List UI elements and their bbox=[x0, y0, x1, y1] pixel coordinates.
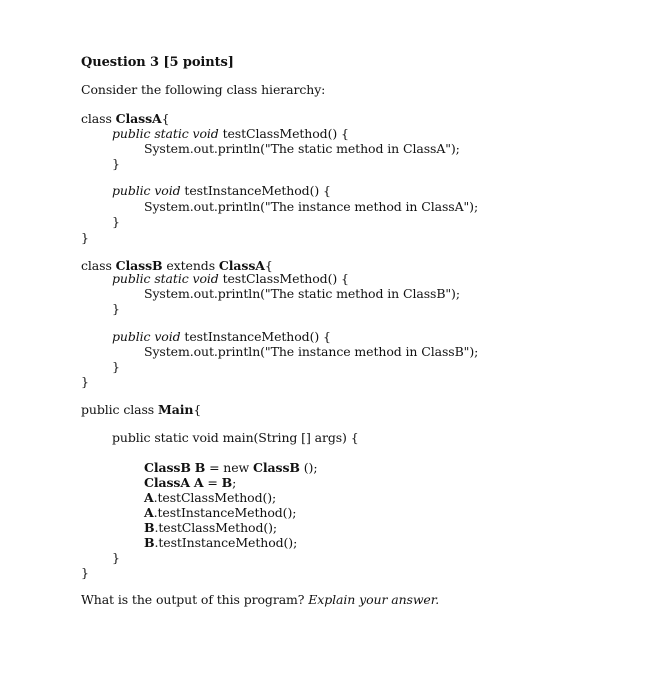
open-brace: { bbox=[193, 402, 202, 417]
obj: A bbox=[144, 505, 154, 520]
parent-name: ClassA bbox=[218, 258, 265, 273]
var: A bbox=[193, 475, 204, 490]
modifiers: public void bbox=[112, 329, 181, 344]
extends-keyword: extends bbox=[166, 258, 216, 273]
close-brace: } bbox=[112, 156, 120, 171]
stmt-call-2 bbox=[144, 505, 296, 521]
obj: B bbox=[144, 535, 155, 550]
classa-header bbox=[81, 111, 170, 127]
method-name: testInstanceMethod() { bbox=[184, 183, 331, 198]
close-brace: } bbox=[81, 374, 89, 389]
modifiers: public void bbox=[112, 183, 181, 198]
question-title: Question 3 [5 points] bbox=[81, 55, 234, 70]
type: ClassA bbox=[144, 475, 190, 490]
class-keyword: class bbox=[81, 111, 112, 126]
close-brace: } bbox=[112, 359, 120, 374]
method-name: testInstanceMethod() { bbox=[184, 329, 331, 344]
call: .testInstanceMethod(); bbox=[154, 535, 298, 550]
classb-instance-method-body: System.out.println("The instance method in ClassB"); bbox=[144, 344, 479, 359]
question-prompt bbox=[81, 592, 439, 608]
classa-name: ClassA bbox=[115, 111, 162, 126]
class-keyword: public class bbox=[81, 402, 155, 417]
class-keyword: class bbox=[81, 258, 112, 273]
classb-name: ClassB bbox=[115, 258, 163, 273]
close-brace: } bbox=[112, 301, 120, 316]
end: ; bbox=[232, 475, 237, 490]
stmt-call-1 bbox=[144, 490, 276, 506]
call: .testInstanceMethod(); bbox=[153, 505, 297, 520]
type: ClassB bbox=[144, 460, 191, 475]
var: B bbox=[194, 460, 206, 475]
stmt-declare-b bbox=[144, 460, 317, 476]
classa-static-method-body: System.out.println("The static method in ClassA"); bbox=[144, 141, 460, 156]
modifiers: public static void bbox=[112, 126, 219, 141]
classa-static-method-sig bbox=[112, 126, 349, 142]
prompt-plain: What is the output of this program? bbox=[81, 592, 305, 607]
close-brace: } bbox=[81, 565, 89, 580]
method-name: testClassMethod() { bbox=[222, 271, 349, 286]
open-brace: { bbox=[264, 258, 273, 273]
open-brace: { bbox=[161, 111, 170, 126]
obj: B bbox=[144, 520, 155, 535]
classb-instance-method-sig bbox=[112, 329, 331, 345]
classa-instance-method-sig bbox=[112, 183, 331, 199]
assign: = bbox=[207, 475, 218, 490]
prompt-italic: Explain your answer. bbox=[308, 592, 440, 607]
classa-instance-method-body: System.out.println("The instance method in ClassA"); bbox=[144, 199, 479, 214]
stmt-call-3 bbox=[144, 520, 277, 536]
obj: A bbox=[144, 490, 154, 505]
assign: = new bbox=[209, 460, 250, 475]
stmt-declare-a bbox=[144, 475, 236, 491]
close-brace: } bbox=[81, 230, 89, 245]
end: (); bbox=[303, 460, 318, 475]
classb-static-method-sig bbox=[112, 271, 349, 287]
ctor: ClassB bbox=[253, 460, 300, 475]
question-intro: Consider the following class hierarchy: bbox=[81, 82, 326, 97]
call: .testClassMethod(); bbox=[153, 490, 277, 505]
close-brace: } bbox=[112, 214, 120, 229]
stmt-call-4 bbox=[144, 535, 297, 551]
value: B bbox=[221, 475, 233, 490]
classb-static-method-body: System.out.println("The static method in ClassB"); bbox=[144, 286, 460, 301]
modifiers: public static void bbox=[112, 271, 219, 286]
close-brace: } bbox=[112, 550, 120, 565]
method-name: testClassMethod() { bbox=[222, 126, 349, 141]
main-method-sig: public static void main(String [] args) { bbox=[112, 430, 359, 445]
main-name: Main bbox=[157, 402, 194, 417]
main-class-header bbox=[81, 402, 201, 418]
call: .testClassMethod(); bbox=[154, 520, 278, 535]
